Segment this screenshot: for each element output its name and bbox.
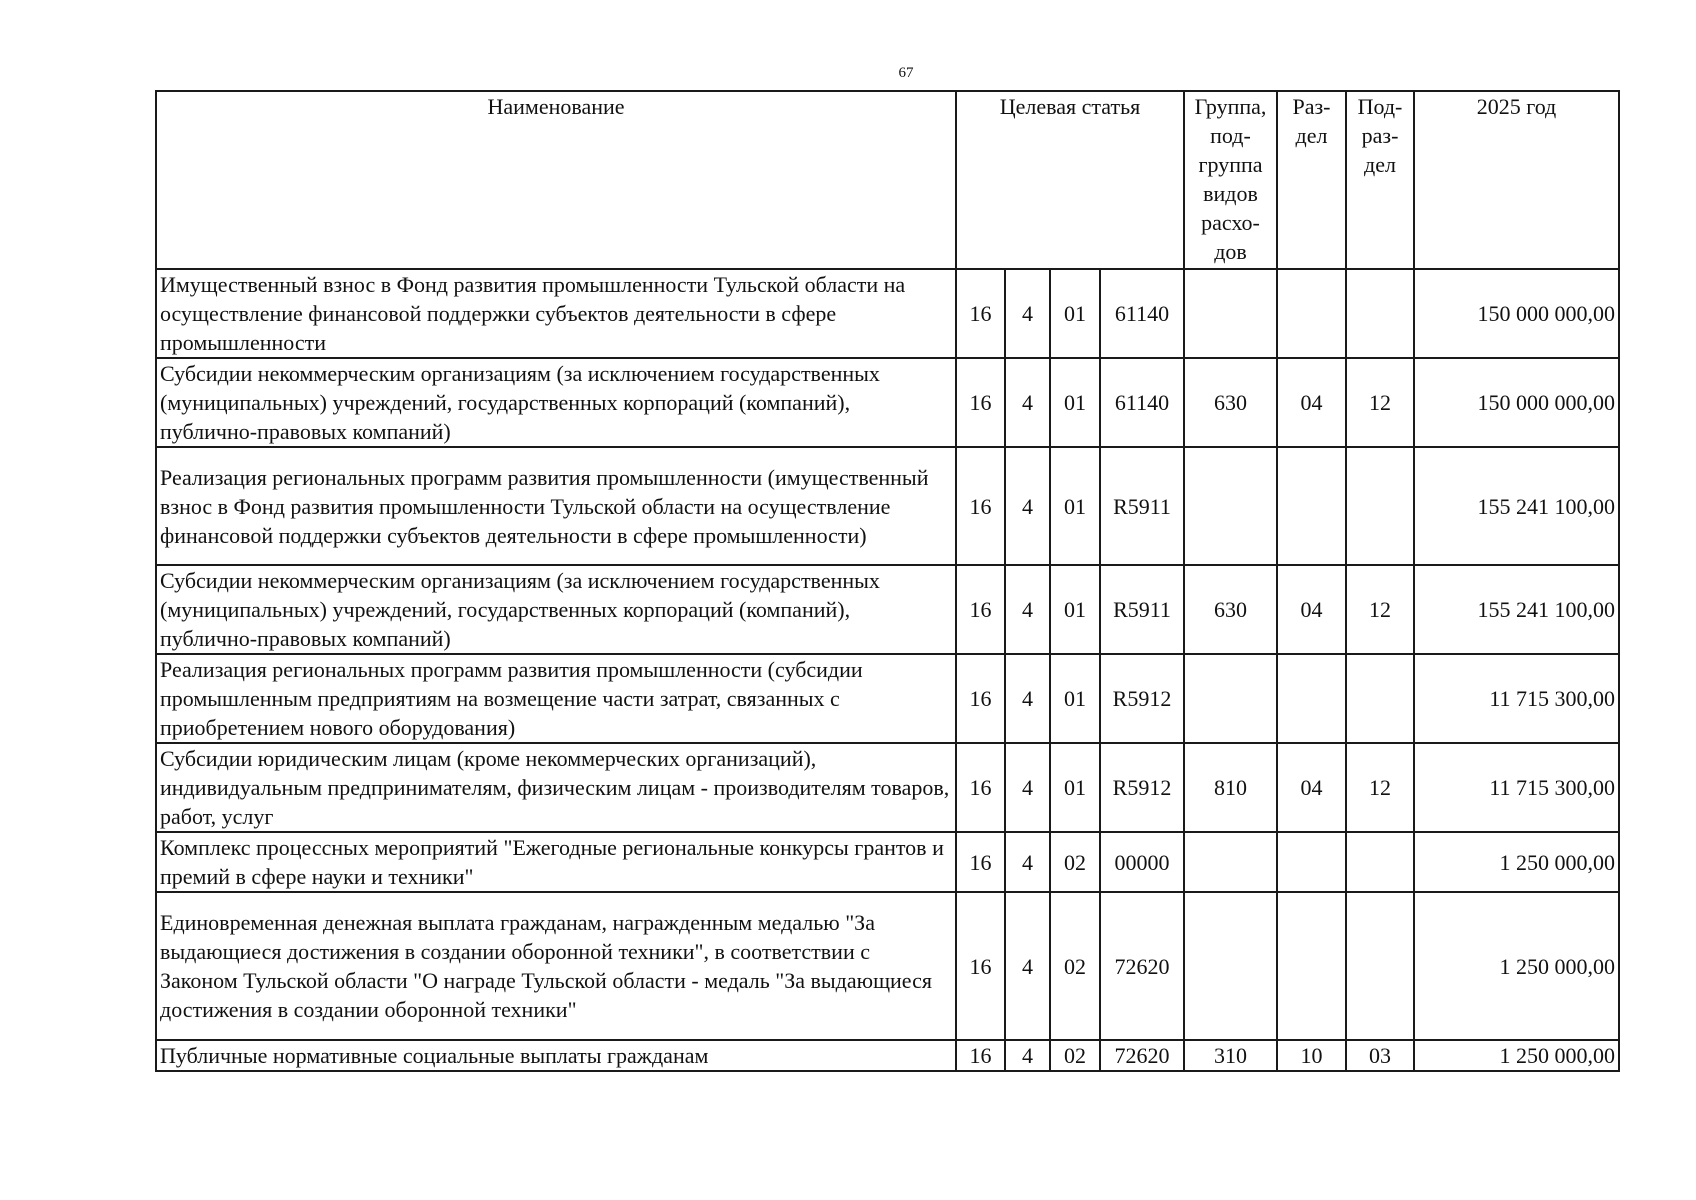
row-code-program: 16: [956, 743, 1005, 832]
row-name: Имущественный взнос в Фонд развития промышленности Тульской области на осуществление финансовой поддержки субъектов деятельности в сфере промышленности: [156, 269, 956, 358]
row-code-type: 4: [1005, 1040, 1050, 1071]
row-amount: 155 241 100,00: [1414, 565, 1619, 654]
row-subsection: 12: [1346, 743, 1414, 832]
row-subsection: [1346, 892, 1414, 1040]
row-code-direction: 61140: [1100, 358, 1184, 447]
row-code-direction: R5912: [1100, 743, 1184, 832]
row-amount: 1 250 000,00: [1414, 832, 1619, 892]
row-subsection: [1346, 654, 1414, 743]
row-code-type: 4: [1005, 447, 1050, 565]
row-expense-group: [1184, 447, 1277, 565]
row-code-type: 4: [1005, 832, 1050, 892]
budget-table: [155, 90, 1620, 1072]
row-amount: 11 715 300,00: [1414, 743, 1619, 832]
row-name: Публичные нормативные социальные выплаты гражданам: [156, 1040, 956, 1071]
row-expense-group: 630: [1184, 565, 1277, 654]
row-code-direction: 61140: [1100, 269, 1184, 358]
row-code-program: 16: [956, 654, 1005, 743]
row-code-complex: 01: [1050, 269, 1100, 358]
row-section: [1277, 269, 1346, 358]
row-code-program: 16: [956, 565, 1005, 654]
row-amount: 150 000 000,00: [1414, 269, 1619, 358]
row-code-type: 4: [1005, 269, 1050, 358]
table-row: [156, 743, 1619, 832]
row-code-type: 4: [1005, 565, 1050, 654]
row-code-complex: 01: [1050, 358, 1100, 447]
table-row: [156, 565, 1619, 654]
row-amount: 11 715 300,00: [1414, 654, 1619, 743]
row-code-complex: 02: [1050, 1040, 1100, 1071]
row-code-complex: 01: [1050, 447, 1100, 565]
header-section: Раз-дел: [1277, 91, 1346, 269]
row-name: Субсидии некоммерческим организациям (за исключением государственных (муниципальных) учреждений, государственных корпораций (компаний), публично-правовых компаний): [156, 565, 956, 654]
header-target-article: Целевая статья: [956, 91, 1184, 269]
table-row: [156, 447, 1619, 565]
row-code-direction: 72620: [1100, 892, 1184, 1040]
row-code-program: 16: [956, 1040, 1005, 1071]
row-name: Реализация региональных программ развития промышленности (имущественный взнос в Фонд развития промышленности Тульской области на осуществление финансовой поддержки субъектов деятельности в сфере промышленности): [156, 447, 956, 565]
row-code-complex: 02: [1050, 892, 1100, 1040]
row-code-program: 16: [956, 832, 1005, 892]
row-expense-group: [1184, 832, 1277, 892]
row-expense-group: 630: [1184, 358, 1277, 447]
row-code-program: 16: [956, 447, 1005, 565]
row-code-complex: 02: [1050, 832, 1100, 892]
row-section: 04: [1277, 565, 1346, 654]
row-subsection: 12: [1346, 358, 1414, 447]
row-code-program: 16: [956, 892, 1005, 1040]
header-year: 2025 год: [1414, 91, 1619, 269]
row-code-direction: R5912: [1100, 654, 1184, 743]
row-section: [1277, 832, 1346, 892]
row-code-direction: 00000: [1100, 832, 1184, 892]
header-subsection: Под-раз-дел: [1346, 91, 1414, 269]
row-code-direction: R5911: [1100, 565, 1184, 654]
row-name: Субсидии некоммерческим организациям (за исключением государственных (муниципальных) учреждений, государственных корпораций (компаний), публично-правовых компаний): [156, 358, 956, 447]
table-row: [156, 358, 1619, 447]
row-subsection: [1346, 447, 1414, 565]
page-number: 67: [898, 65, 914, 81]
row-code-program: 16: [956, 269, 1005, 358]
row-section: 04: [1277, 358, 1346, 447]
row-code-type: 4: [1005, 892, 1050, 1040]
row-code-complex: 01: [1050, 743, 1100, 832]
row-section: 10: [1277, 1040, 1346, 1071]
row-expense-group: 810: [1184, 743, 1277, 832]
table-row: [156, 892, 1619, 1040]
table-header-row: [156, 91, 1619, 269]
row-name: Комплекс процессных мероприятий "Ежегодные региональные конкурсы грантов и премий в сфере науки и техники": [156, 832, 956, 892]
row-name: Единовременная денежная выплата гражданам, награжденным медалью "За выдающиеся достижения в создании оборонной техники", в соответствии с Законом Тульской области "О награде Тульской области - медаль "За выдающиеся достижения в создании оборонной техники": [156, 892, 956, 1040]
row-subsection: [1346, 832, 1414, 892]
row-amount: 155 241 100,00: [1414, 447, 1619, 565]
row-amount: 1 250 000,00: [1414, 892, 1619, 1040]
header-name: Наименование: [156, 91, 956, 269]
row-subsection: [1346, 269, 1414, 358]
row-amount: 1 250 000,00: [1414, 1040, 1619, 1071]
row-code-type: 4: [1005, 743, 1050, 832]
row-code-complex: 01: [1050, 565, 1100, 654]
table-row: [156, 654, 1619, 743]
row-amount: 150 000 000,00: [1414, 358, 1619, 447]
row-section: [1277, 654, 1346, 743]
row-expense-group: [1184, 892, 1277, 1040]
row-code-program: 16: [956, 358, 1005, 447]
row-section: [1277, 892, 1346, 1040]
table-row: [156, 269, 1619, 358]
row-expense-group: 310: [1184, 1040, 1277, 1071]
row-name: Субсидии юридическим лицам (кроме некоммерческих организаций), индивидуальным предпринимателям, физическим лицам - производителям товаров, работ, услуг: [156, 743, 956, 832]
table-row: [156, 1040, 1619, 1071]
row-section: 04: [1277, 743, 1346, 832]
row-code-direction: R5911: [1100, 447, 1184, 565]
row-code-complex: 01: [1050, 654, 1100, 743]
row-section: [1277, 447, 1346, 565]
row-code-type: 4: [1005, 654, 1050, 743]
row-name: Реализация региональных программ развития промышленности (субсидии промышленным предприятиям на возмещение части затрат, связанных с приобретением нового оборудования): [156, 654, 956, 743]
row-code-type: 4: [1005, 358, 1050, 447]
row-expense-group: [1184, 654, 1277, 743]
row-subsection: 03: [1346, 1040, 1414, 1071]
row-code-direction: 72620: [1100, 1040, 1184, 1071]
row-subsection: 12: [1346, 565, 1414, 654]
header-expense-group: Группа, под-группа видов расхо-дов: [1184, 91, 1277, 269]
row-expense-group: [1184, 269, 1277, 358]
table-row: [156, 832, 1619, 892]
